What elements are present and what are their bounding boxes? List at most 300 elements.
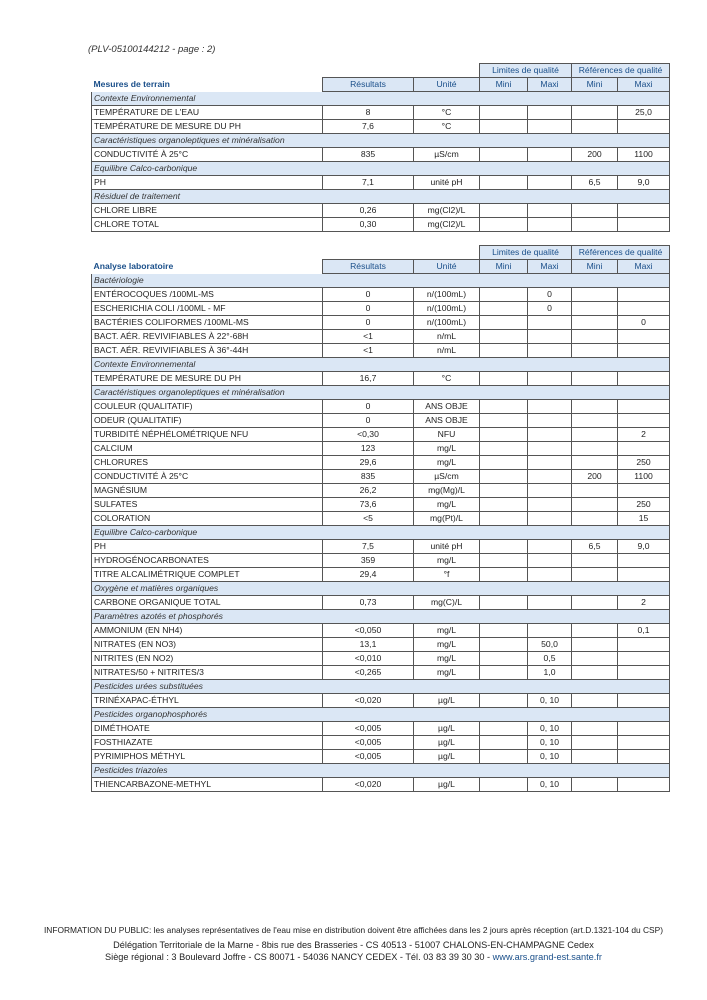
value-cell: 123 [323, 442, 414, 456]
value-cell: n/(100mL) [414, 288, 480, 302]
value-cell [618, 372, 670, 386]
group-row [92, 680, 670, 694]
value-cell: µS/cm [414, 148, 480, 162]
value-cell [528, 414, 572, 428]
header-row-limits [92, 246, 670, 260]
parameter-name: NITRATES/50 + NITRITES/3 [92, 666, 323, 680]
group-row [92, 526, 670, 540]
value-cell [480, 652, 528, 666]
parameter-name: TEMPÉRATURE DE L'EAU [92, 106, 323, 120]
table-row [92, 736, 670, 750]
value-cell: 200 [572, 148, 618, 162]
value-cell [528, 512, 572, 526]
group-row [92, 162, 670, 176]
value-cell: 0 [528, 302, 572, 316]
value-cell: 7,1 [323, 176, 414, 190]
table-row [92, 218, 670, 232]
value-cell: µg/L [414, 778, 480, 792]
table-row [92, 302, 670, 316]
table-row [92, 288, 670, 302]
table-row [92, 652, 670, 666]
value-cell: 0,73 [323, 596, 414, 610]
ref-max-header: Maxi [618, 260, 670, 274]
value-cell [480, 498, 528, 512]
value-cell [528, 176, 572, 190]
value-cell: 29,6 [323, 456, 414, 470]
table-row [92, 120, 670, 134]
value-cell: 2 [618, 596, 670, 610]
value-cell: mg/L [414, 638, 480, 652]
parameter-name: ENTÉROCOQUES /100ML-MS [92, 288, 323, 302]
parameter-name: DIMÉTHOATE [92, 722, 323, 736]
value-cell: n/(100mL) [414, 316, 480, 330]
value-cell: 0 [618, 316, 670, 330]
value-cell [528, 316, 572, 330]
value-cell [572, 456, 618, 470]
value-cell [480, 414, 528, 428]
limits-header: Limites de qualité [480, 64, 572, 78]
group-row [92, 274, 670, 288]
group-label: Paramètres azotés et phosphorés [92, 610, 670, 624]
value-cell: 73,6 [323, 498, 414, 512]
parameter-name: ESCHERICHIA COLI /100ML - MF [92, 302, 323, 316]
value-cell [572, 512, 618, 526]
value-cell [572, 722, 618, 736]
value-cell [480, 750, 528, 764]
value-cell [528, 218, 572, 232]
value-cell [480, 204, 528, 218]
table-row [92, 540, 670, 554]
value-cell [618, 652, 670, 666]
lab-analysis-table [91, 245, 670, 792]
value-cell [618, 568, 670, 582]
table-row [92, 330, 670, 344]
parameter-name: HYDROGÉNOCARBONATES [92, 554, 323, 568]
value-cell [572, 330, 618, 344]
value-cell [480, 624, 528, 638]
group-label: Bactériologie [92, 274, 670, 288]
value-cell: mg(Mg)/L [414, 484, 480, 498]
group-label: Equilibre Calco-carbonique [92, 162, 670, 176]
value-cell [480, 372, 528, 386]
value-cell: <0,005 [323, 736, 414, 750]
value-cell [618, 344, 670, 358]
value-cell [572, 316, 618, 330]
table-row [92, 722, 670, 736]
table-row [92, 428, 670, 442]
table-row [92, 484, 670, 498]
value-cell [480, 694, 528, 708]
parameter-name: BACTÉRIES COLIFORMES /100ML-MS [92, 316, 323, 330]
value-cell [528, 106, 572, 120]
table-row [92, 400, 670, 414]
parameter-name: NITRATES (EN NO3) [92, 638, 323, 652]
parameter-name: CHLORURES [92, 456, 323, 470]
value-cell [572, 694, 618, 708]
value-cell: mg/L [414, 554, 480, 568]
value-cell: 1100 [618, 148, 670, 162]
table-row [92, 554, 670, 568]
parameter-name: BACT. AÉR. REVIVIFIABLES À 36°-44H [92, 344, 323, 358]
group-label: Caractéristiques organoleptiques et minéralisation [92, 134, 670, 148]
blank-cell [414, 246, 480, 260]
value-cell: 0 [323, 302, 414, 316]
value-cell [572, 372, 618, 386]
value-cell [572, 442, 618, 456]
group-label: Pesticides triazoles [92, 764, 670, 778]
value-cell: 0,5 [528, 652, 572, 666]
value-cell: µg/L [414, 750, 480, 764]
value-cell: 0, 10 [528, 750, 572, 764]
value-cell: 250 [618, 498, 670, 512]
field-measurements-table [91, 63, 670, 232]
unit-header: Unité [414, 260, 480, 274]
table-row [92, 694, 670, 708]
value-cell [572, 638, 618, 652]
table-row [92, 176, 670, 190]
group-label: Caractéristiques organoleptiques et minéralisation [92, 386, 670, 400]
value-cell [618, 722, 670, 736]
group-label: Résiduel de traitement [92, 190, 670, 204]
group-row [92, 610, 670, 624]
value-cell [528, 596, 572, 610]
value-cell: 6,5 [572, 176, 618, 190]
value-cell [480, 638, 528, 652]
value-cell [480, 442, 528, 456]
value-cell [480, 330, 528, 344]
value-cell [572, 120, 618, 134]
limit-min-header: Mini [480, 260, 528, 274]
value-cell [618, 218, 670, 232]
unit-header: Unité [414, 78, 480, 92]
value-cell [480, 288, 528, 302]
group-label: Pesticides organophosphorés [92, 708, 670, 722]
value-cell: 9,0 [618, 176, 670, 190]
group-label: Contexte Environnemental [92, 92, 670, 106]
value-cell: 13,1 [323, 638, 414, 652]
footer-delegation: Délégation Territoriale de la Marne - 8bis rue des Brasseries - CS 40513 - 51007 CHALONS-EN-CHAMPAGNE Cedex [113, 940, 594, 950]
value-cell [618, 414, 670, 428]
value-cell: mg/L [414, 456, 480, 470]
value-cell: <0,265 [323, 666, 414, 680]
value-cell: °C [414, 106, 480, 120]
parameter-name: CHLORE TOTAL [92, 218, 323, 232]
parameter-name: PH [92, 540, 323, 554]
parameter-name: ODEUR (QUALITATIF) [92, 414, 323, 428]
group-row [92, 358, 670, 372]
value-cell [480, 666, 528, 680]
value-cell: 0 [323, 288, 414, 302]
value-cell: <0,005 [323, 722, 414, 736]
value-cell [480, 316, 528, 330]
value-cell [480, 428, 528, 442]
group-row [92, 764, 670, 778]
value-cell [618, 666, 670, 680]
value-cell: mg(C)/L [414, 596, 480, 610]
value-cell: °C [414, 372, 480, 386]
limit-min-header: Mini [480, 78, 528, 92]
table-row [92, 750, 670, 764]
table-row [92, 456, 670, 470]
table-row [92, 414, 670, 428]
value-cell [480, 120, 528, 134]
value-cell: 0, 10 [528, 694, 572, 708]
value-cell: 250 [618, 456, 670, 470]
table-row [92, 148, 670, 162]
value-cell [480, 456, 528, 470]
value-cell: 0, 10 [528, 736, 572, 750]
value-cell [572, 204, 618, 218]
value-cell: mg(Pt)/L [414, 512, 480, 526]
value-cell: 0 [323, 316, 414, 330]
value-cell: 8 [323, 106, 414, 120]
results-header: Résultats [323, 78, 414, 92]
group-row [92, 92, 670, 106]
value-cell: <0,020 [323, 778, 414, 792]
value-cell [480, 148, 528, 162]
value-cell [618, 204, 670, 218]
value-cell [480, 484, 528, 498]
group-label: Pesticides urées substituées [92, 680, 670, 694]
ref-min-header: Mini [572, 78, 618, 92]
value-cell [618, 694, 670, 708]
value-cell [480, 218, 528, 232]
value-cell: mg/L [414, 442, 480, 456]
value-cell [480, 344, 528, 358]
parameter-name: AMMONIUM (EN NH4) [92, 624, 323, 638]
section-title: Analyse laboratoire [93, 261, 174, 271]
value-cell: n/mL [414, 330, 480, 344]
value-cell [618, 554, 670, 568]
value-cell [572, 106, 618, 120]
parameter-name: MAGNÉSIUM [92, 484, 323, 498]
value-cell [618, 736, 670, 750]
value-cell [528, 120, 572, 134]
value-cell: NFU [414, 428, 480, 442]
parameter-name: SULFATES [92, 498, 323, 512]
value-cell: mg/L [414, 624, 480, 638]
value-cell: 0, 10 [528, 778, 572, 792]
table-row [92, 442, 670, 456]
header-row-columns [92, 78, 670, 92]
value-cell [618, 638, 670, 652]
value-cell: <1 [323, 344, 414, 358]
group-row [92, 190, 670, 204]
parameter-name: BACT. AÉR. REVIVIFIABLES À 22°-68H [92, 330, 323, 344]
value-cell [480, 400, 528, 414]
value-cell [572, 778, 618, 792]
value-cell: <5 [323, 512, 414, 526]
limit-max-header: Maxi [528, 260, 572, 274]
value-cell: unité pH [414, 176, 480, 190]
value-cell [572, 596, 618, 610]
group-row [92, 386, 670, 400]
table-row [92, 778, 670, 792]
table-row [92, 596, 670, 610]
value-cell: 15 [618, 512, 670, 526]
parameter-name: TRINÉXAPAC-ÉTHYL [92, 694, 323, 708]
value-cell: 0,1 [618, 624, 670, 638]
parameter-name: TEMPÉRATURE DE MESURE DU PH [92, 372, 323, 386]
table-row [92, 498, 670, 512]
references-header: Références de qualité [572, 64, 670, 78]
value-cell [618, 442, 670, 456]
value-cell [480, 106, 528, 120]
value-cell: <0,005 [323, 750, 414, 764]
value-cell [528, 624, 572, 638]
value-cell: n/mL [414, 344, 480, 358]
table-row [92, 512, 670, 526]
value-cell: <0,050 [323, 624, 414, 638]
value-cell: n/(100mL) [414, 302, 480, 316]
value-cell: <0,30 [323, 428, 414, 442]
value-cell [618, 484, 670, 498]
parameter-name: PH [92, 176, 323, 190]
public-information: INFORMATION DU PUBLIC: les analyses représentatives de l'eau mise en distribution doivent être affichées dans les 2 jours après réception (art.D.1321-104 du CSP) [43, 925, 663, 935]
value-cell: 835 [323, 470, 414, 484]
value-cell: 50,0 [528, 638, 572, 652]
value-cell: 0,30 [323, 218, 414, 232]
value-cell: 25,0 [618, 106, 670, 120]
group-row [92, 134, 670, 148]
value-cell [572, 428, 618, 442]
value-cell [528, 442, 572, 456]
value-cell: 1,0 [528, 666, 572, 680]
value-cell [572, 554, 618, 568]
table-row [92, 316, 670, 330]
value-cell [572, 652, 618, 666]
value-cell [572, 736, 618, 750]
parameter-name: FOSTHIAZATE [92, 736, 323, 750]
value-cell [572, 302, 618, 316]
ref-min-header: Mini [572, 260, 618, 274]
value-cell: 0 [323, 414, 414, 428]
value-cell [480, 568, 528, 582]
value-cell: <0,020 [323, 694, 414, 708]
value-cell [528, 344, 572, 358]
value-cell: 2 [618, 428, 670, 442]
value-cell: 29,4 [323, 568, 414, 582]
value-cell: ANS OBJE [414, 400, 480, 414]
value-cell: 6,5 [572, 540, 618, 554]
table-row [92, 204, 670, 218]
blank-cell [414, 64, 480, 78]
value-cell [618, 288, 670, 302]
value-cell: 835 [323, 148, 414, 162]
value-cell: mg(Cl2)/L [414, 204, 480, 218]
table-row [92, 106, 670, 120]
value-cell: 1100 [618, 470, 670, 484]
value-cell [572, 344, 618, 358]
group-label: Oxygène et matières organiques [92, 582, 670, 596]
value-cell [480, 470, 528, 484]
value-cell: <1 [323, 330, 414, 344]
group-label: Contexte Environnemental [92, 358, 670, 372]
value-cell: mg/L [414, 666, 480, 680]
value-cell: µS/cm [414, 470, 480, 484]
value-cell [528, 484, 572, 498]
parameter-name: COULEUR (QUALITATIF) [92, 400, 323, 414]
value-cell [528, 554, 572, 568]
value-cell [572, 498, 618, 512]
value-cell [528, 330, 572, 344]
value-cell [480, 736, 528, 750]
group-row [92, 582, 670, 596]
footer-website-link[interactable]: www.ars.grand-est.sante.fr [492, 952, 602, 962]
value-cell [572, 400, 618, 414]
value-cell: 0, 10 [528, 722, 572, 736]
value-cell: 7,5 [323, 540, 414, 554]
value-cell: mg/L [414, 498, 480, 512]
value-cell: 0 [323, 400, 414, 414]
value-cell [480, 176, 528, 190]
value-cell [528, 148, 572, 162]
value-cell: 359 [323, 554, 414, 568]
results-header: Résultats [323, 260, 414, 274]
header-row-limits [92, 64, 670, 78]
value-cell [528, 400, 572, 414]
table-row [92, 470, 670, 484]
value-cell [528, 568, 572, 582]
parameter-name: CALCIUM [92, 442, 323, 456]
parameter-name: COLORATION [92, 512, 323, 526]
ref-max-header: Maxi [618, 78, 670, 92]
header-row-columns [92, 260, 670, 274]
value-cell [528, 470, 572, 484]
value-cell [480, 512, 528, 526]
value-cell [572, 288, 618, 302]
parameter-name: CONDUCTIVITÉ À 25°C [92, 148, 323, 162]
table-row [92, 372, 670, 386]
value-cell: 0 [528, 288, 572, 302]
value-cell: 26,2 [323, 484, 414, 498]
value-cell [480, 596, 528, 610]
value-cell: µg/L [414, 694, 480, 708]
limits-header: Limites de qualité [480, 246, 572, 260]
group-label: Equilibre Calco-carbonique [92, 526, 670, 540]
value-cell [528, 428, 572, 442]
table-row [92, 666, 670, 680]
parameter-name: CONDUCTIVITÉ À 25°C [92, 470, 323, 484]
value-cell: 0,26 [323, 204, 414, 218]
value-cell [618, 302, 670, 316]
value-cell [572, 666, 618, 680]
parameter-name: TITRE ALCALIMÉTRIQUE COMPLET [92, 568, 323, 582]
value-cell [618, 778, 670, 792]
value-cell [572, 218, 618, 232]
value-cell [618, 330, 670, 344]
value-cell: ANS OBJE [414, 414, 480, 428]
value-cell [572, 484, 618, 498]
parameter-name: PYRIMIPHOS MÉTHYL [92, 750, 323, 764]
parameter-name: THIENCARBAZONE-METHYL [92, 778, 323, 792]
value-cell [528, 540, 572, 554]
value-cell [528, 372, 572, 386]
value-cell: 9,0 [618, 540, 670, 554]
section-title: Mesures de terrain [93, 79, 170, 89]
value-cell [572, 414, 618, 428]
parameter-name: CARBONE ORGANIQUE TOTAL [92, 596, 323, 610]
parameter-name: CHLORE LIBRE [92, 204, 323, 218]
footer-siege [0, 952, 707, 962]
value-cell [480, 722, 528, 736]
parameter-name: TEMPÉRATURE DE MESURE DU PH [92, 120, 323, 134]
references-header: Références de qualité [572, 246, 670, 260]
blank-cell [92, 246, 323, 260]
value-cell: °C [414, 120, 480, 134]
value-cell [618, 120, 670, 134]
value-cell [480, 302, 528, 316]
